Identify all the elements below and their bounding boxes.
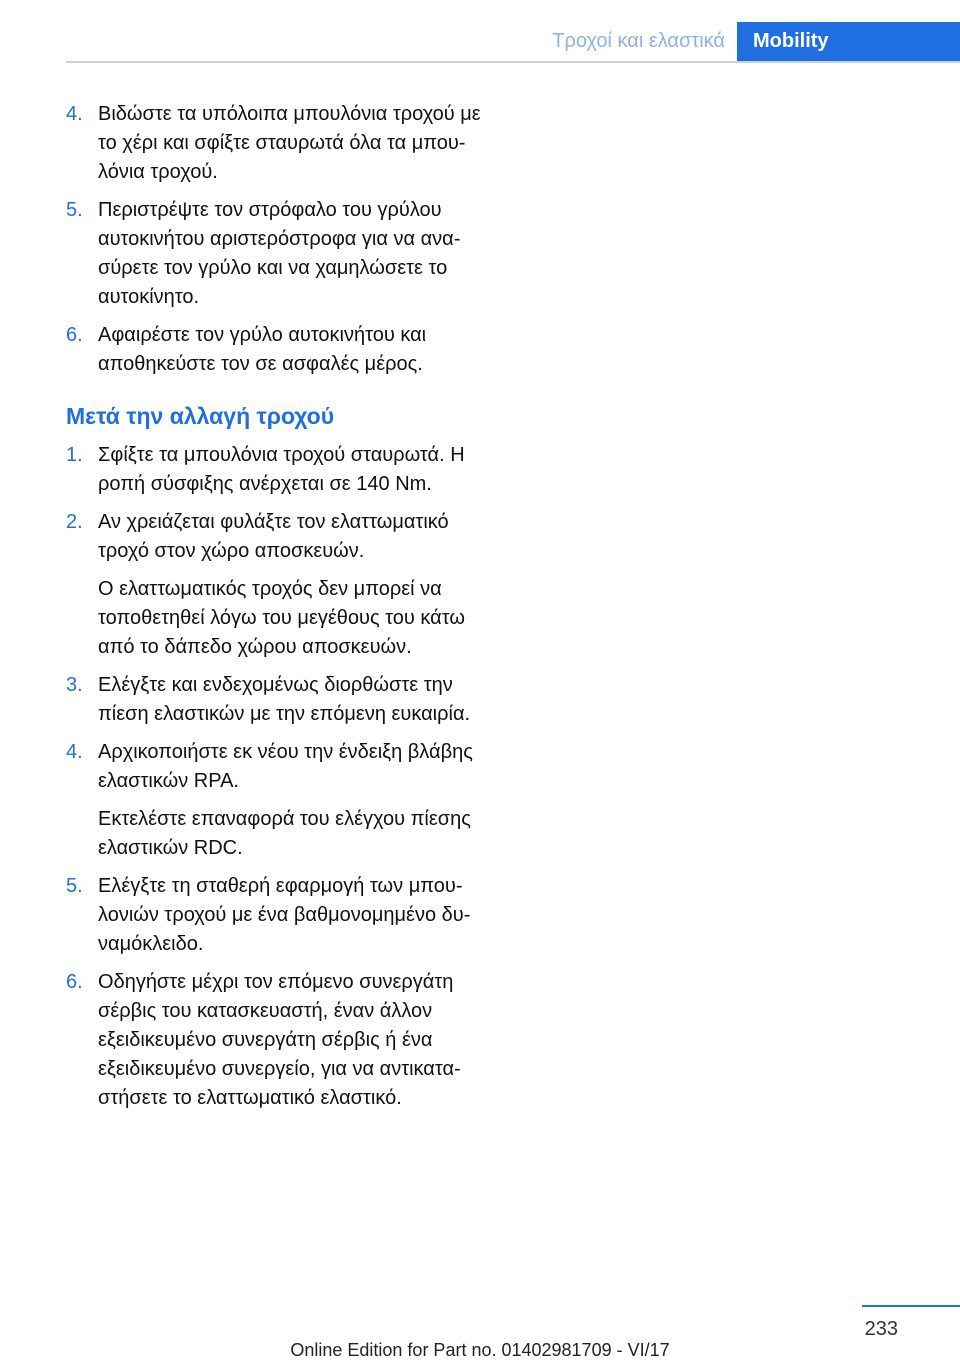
list-item: [66, 100, 486, 187]
step-text: Αν χρειάζεται φυλάξτε τον ελαττωματικό τροχό στον χώρο αποσκευών.: [98, 511, 449, 562]
step-note: Εκτελέστε επαναφορά του ελέγχου πίεσης ελαστικών RDC.: [98, 808, 471, 859]
step-number: 5.: [66, 199, 83, 221]
page-number: 233: [864, 1318, 898, 1340]
list-item: [66, 321, 486, 379]
list-item: [66, 968, 486, 1113]
header-chapter-tab: Mobility: [737, 22, 960, 63]
step-number: 5.: [66, 875, 83, 897]
step-text: Ελέγξτε τη σταθερή εφαρμογή των μπου‐λονιών τροχού με ένα βαθμονομημένο δυ‐ναμόκλειδο.: [98, 875, 471, 955]
list-item: [66, 441, 486, 499]
step-text: Σφίξτε τα μπουλόνια τροχού σταυρωτά. Η ροπή σύσφιξης ανέρχεται σε 140 Nm.: [98, 444, 465, 495]
step-note: Ο ελαττωματικός τροχός δεν μπορεί να τοποθετηθεί λόγω του μεγέθους του κάτω από το δάπεδο χώρου αποσκευών.: [98, 578, 465, 658]
step-text: Αφαιρέστε τον γρύλο αυτοκινήτου και αποθηκεύστε τον σε ασφαλές μέρος.: [98, 324, 427, 375]
step-text: Αρχικοποιήστε εκ νέου την ένδειξη βλάβης ελαστικών RPA.: [98, 741, 473, 792]
list-item: [66, 872, 486, 959]
header-divider: [66, 61, 960, 63]
steps-list-after: [66, 441, 486, 1113]
section-heading: Μετά την αλλαγή τροχού: [66, 403, 335, 429]
list-item: [66, 508, 486, 662]
step-number: 4.: [66, 103, 83, 125]
step-text: Περιστρέψτε τον στρόφαλο του γρύλου αυτοκινήτου αριστερόστροφα για να ανα‐σύρετε τον γρύλο και να χαμηλώσετε το αυτοκίνητο.: [98, 199, 461, 308]
list-item: [66, 196, 486, 312]
steps-list-top: [66, 100, 486, 379]
step-text: Ελέγξτε και ενδεχομένως διορθώστε την πίεση ελαστικών με την επόμενη ευκαιρία.: [98, 674, 471, 725]
page-content: [66, 100, 486, 1122]
list-item: [66, 738, 486, 863]
step-text: Οδηγήστε μέχρι τον επόμενο συνεργάτη σέρβις του κατασκευαστή, έναν άλλον εξειδικευμένο συνεργάτη σέρβις ή ένα εξειδικευμένο συνεργείο, για να αντικατα‐στήσετε το ελαττωματικό ελαστικό.: [98, 971, 461, 1109]
step-number: 3.: [66, 674, 83, 696]
footer-divider: [862, 1305, 960, 1307]
step-number: 2.: [66, 511, 83, 533]
step-text: Βιδώστε τα υπόλοιπα μπουλόνια τροχού με το χέρι και σφίξτε σταυρωτά όλα τα μπου‐λόνια τροχού.: [98, 103, 481, 183]
header-section-title: Τροχοί και ελαστικά: [552, 30, 725, 52]
step-number: 6.: [66, 971, 83, 993]
footer-edition: Online Edition for Part no. 01402981709 - VI/17: [290, 1340, 670, 1360]
step-number: 6.: [66, 324, 83, 346]
step-number: 1.: [66, 444, 83, 466]
list-item: [66, 671, 486, 729]
step-number: 4.: [66, 741, 83, 763]
